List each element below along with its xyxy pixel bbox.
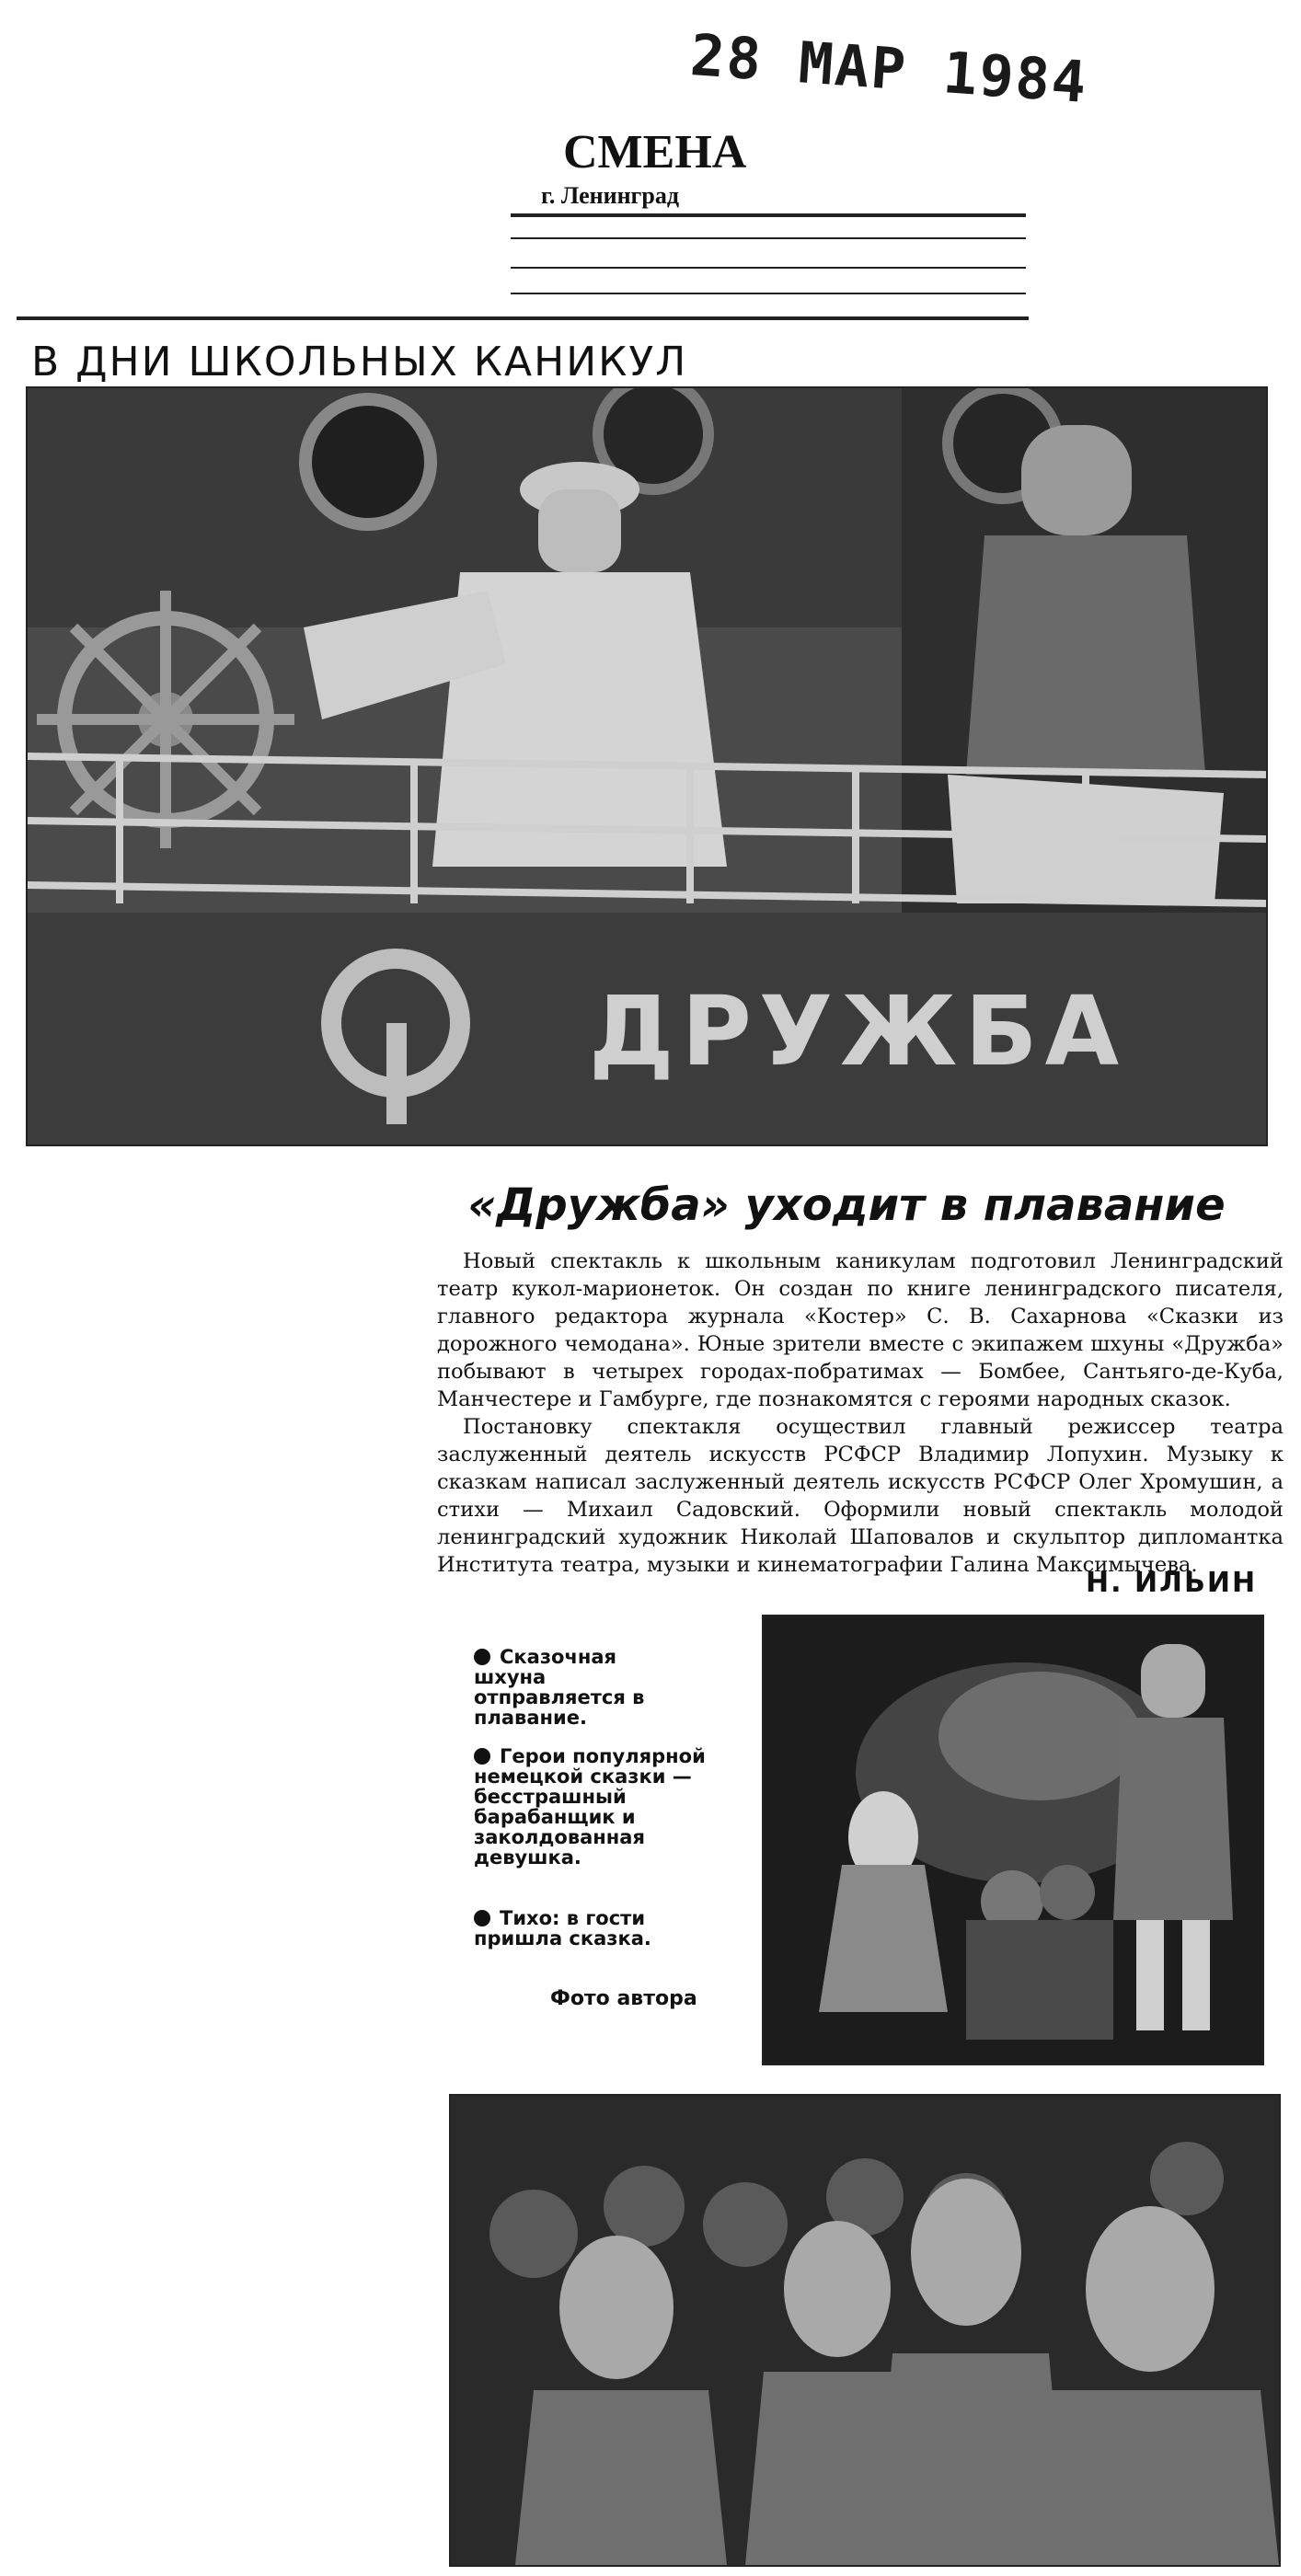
- article-paragraph: Новый спектакль к школьным каникулам подготовил Ленинградский театр кукол-марионеток. Он создан по книге ленинградского писателя, главного редактора журнала «Костер» С. В. Сахарнова «Сказки из дорожного чемодана». Юные зрители вместе с экипажем шхуны «Дружба» побывают в четырех городах-побратимах — Бомбее, Сантьяго-де-Куба, Манчестере и Гамбурге, где познакомятся с героями народных сказок.: [437, 1249, 1284, 1411]
- bullet-icon: [474, 1649, 490, 1665]
- date-stamp: 28 МАР 1984: [687, 21, 1090, 116]
- masthead-rule: [511, 213, 1026, 217]
- photo-credit: Фото автора: [550, 1987, 697, 2010]
- newspaper-name: СМЕНА: [563, 126, 747, 178]
- photo-caption: Тихо: в гости пришла сказка.: [474, 1907, 651, 1949]
- clipping-top-rule: [17, 316, 1029, 320]
- masthead-rule: [511, 293, 1026, 294]
- newspaper-city: г. Ленинград: [541, 182, 679, 209]
- ship-puppet-photo: [26, 386, 1268, 1146]
- photo-caption: Герои популярной немецкой сказки — бесстрашный барабанщик и заколдованная девушка.: [474, 1745, 706, 1869]
- section-rubric: В ДНИ ШКОЛЬНЫХ КАНИКУЛ: [31, 339, 688, 385]
- article-body: [437, 1248, 1284, 1579]
- bullet-icon: [474, 1910, 490, 1926]
- article-author: Н. ИЛЬИН: [1086, 1567, 1258, 1599]
- photo-caption: Сказочная шхуна отправляется в плавание.: [474, 1646, 645, 1729]
- masthead-rule: [511, 267, 1026, 269]
- bullet-icon: [474, 1748, 490, 1765]
- ship-name-lettering: ДРУЖБА: [589, 975, 1127, 1087]
- article-paragraph: Постановку спектакля осуществил главный режиссер театра заслуженный деятель искусств РСФСР Владимир Лопухин. Музыку к сказкам написал заслуженный деятель искусств РСФСР Олег Хромушин, а стихи — Михаил Садовский. Оформили новый спектакль молодой ленинградский художник Николай Шаповалов и скульптор дипломантка Института театра, музыки и кинематографии Галина Максимычева.: [437, 1415, 1284, 1577]
- audience-children-photo: [449, 2094, 1281, 2567]
- article-headline: «Дружба» уходит в плавание: [467, 1179, 1226, 1231]
- drummer-puppets-photo: [762, 1615, 1264, 2065]
- masthead-rule: [511, 237, 1026, 239]
